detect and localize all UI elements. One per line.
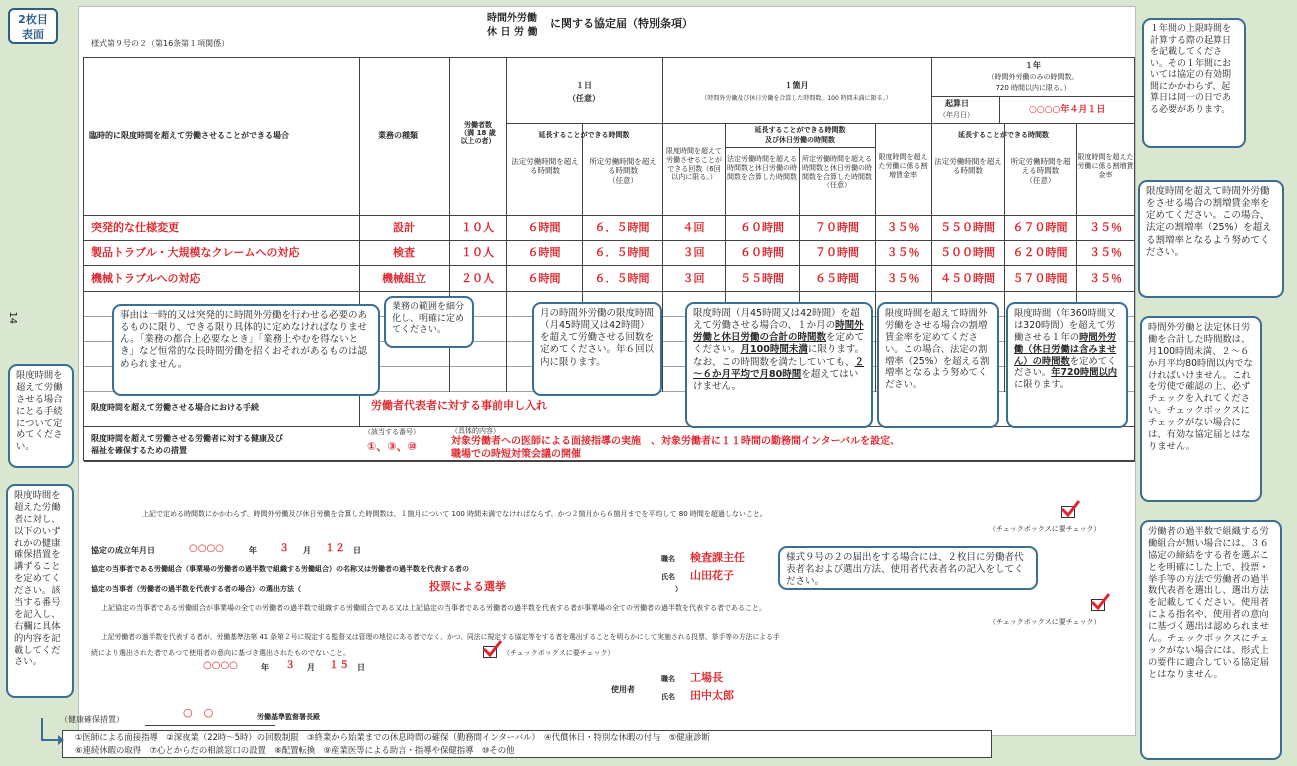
tab-line2: 表面 <box>22 28 44 41</box>
row-day-legal: ６時間 <box>527 246 561 259</box>
col-year-fixed-opt: （任意） <box>1025 175 1056 185</box>
col-month-legal: 法定労働時間を超える時間数と休日労働の時間数を合算した時間数 <box>727 155 797 181</box>
measures-line-1: ①医師による面接指導 ②深夜業（22時～5時）の回数制限 ③終業から始業までの休息時間の確保（勤務間インターバル） ④代償休日・特別な休暇の付与 ⑤健康診断 <box>75 732 710 742</box>
party-method-label: 協定の当事者（労働者の過半数を代表する者の場合）の選出方法（ <box>91 585 301 593</box>
row-year-fixed: ６７０時間 <box>1012 221 1068 234</box>
check2-note: （チェックボックスに要チェック） <box>989 618 1101 626</box>
start-date-value: ○○○○年４月１日 <box>1029 105 1106 115</box>
procedure-value: 労働者代表者に対する事前申し入れ <box>371 399 547 412</box>
party-method-close: ） <box>675 585 682 593</box>
title-agreement: に関する協定届（特別条項） <box>550 17 693 30</box>
check1-note: （チェックボックスに要チェック） <box>989 525 1101 533</box>
note-month-f: ２～６か月平均で月80時間 <box>693 356 865 380</box>
note-start-date: １年間の上限時間を計算する際の起算日を記載してください。その１年間においては協定の有効期間にかかわらず、起算日は同一の日である必要があります。 <box>1142 18 1246 148</box>
row-day-fixed: ６．５時間 <box>594 221 650 234</box>
row-year-legal: ５５０時間 <box>940 221 995 234</box>
note-work: 業務の範囲を細分化し、明確に定めてください。 <box>384 296 474 348</box>
employer-name-label: 氏名 <box>661 693 675 701</box>
submit-day: １５ <box>329 660 349 671</box>
row-reason: 製品トラブル・大規模なクレームへの対応 <box>91 246 300 259</box>
note-month-c: を定めてください。 <box>693 332 865 356</box>
col-year-legal: 法定労働時間を超える時間数 <box>934 157 1002 176</box>
row-year-rate: ３５％ <box>1089 246 1122 259</box>
measures-line-2: ⑥連続休暇の取得 ⑦心とからだの相談窓口の設置 ⑧配置転換 ⑨産業医等による助言・指導や保健指導 ⑩その他 <box>75 745 515 755</box>
agreement-day: １２ <box>325 543 345 554</box>
form-number: 様式第９号の２（第16条第１項関係） <box>91 39 230 48</box>
note-count: 月の時間外労働の限度時間（月45時間又は42時間）を超えて労働させる回数を定めてください。年６回以内に限ります。 <box>532 302 662 396</box>
note-year-a: 限度時間（年360時間又は320時間）を超えて労働させる１年の <box>1014 308 1116 343</box>
row-year-legal: ５００時間 <box>940 246 995 259</box>
submit-y: 年 <box>261 663 269 672</box>
col-month-ext: 延長することができる時間数 <box>754 126 846 134</box>
row-year-legal: ４５０時間 <box>940 272 995 285</box>
check2-checkbox[interactable] <box>1091 599 1105 611</box>
col-day-sub: （任意） <box>568 94 600 103</box>
check-mark-icon <box>482 640 502 658</box>
employer-name-value: 田中太郎 <box>690 689 734 702</box>
note-health: 限度時間を超えた労働者に対し、以下のいずれかの健康確保措置を講ずることを定めてください。該当する番号を記入し、右欄に具体的内容を記載してください。 <box>6 484 74 698</box>
note-month-e: に限ります。なお、この時間数を満たしていても、 <box>693 344 865 368</box>
col-month-fixed-label: 所定労働時間を超える時間数と休日労働の時間数を合算した時間数 <box>802 155 872 181</box>
agreement-y: 年 <box>249 546 257 555</box>
agreement-m: 月 <box>303 546 311 555</box>
arrow-icon <box>40 718 66 750</box>
row-workers: １０人 <box>461 246 494 259</box>
health-num-label: （該当する番号） <box>364 428 420 436</box>
row-year-rate: ３５％ <box>1089 221 1122 234</box>
col-year-sub: （時間外労働のみの時間数。 <box>987 73 1079 81</box>
col-day: １日 <box>576 81 592 90</box>
note-year-e: に限ります。 <box>1014 379 1070 391</box>
office-suffix: 労働基準監督署長殿 <box>257 713 320 721</box>
party-name-value: 山田花子 <box>690 569 734 582</box>
col-year: １年 <box>1025 61 1041 70</box>
row-year-fixed: ５７０時間 <box>1012 272 1068 285</box>
col-day-legal: 法定労働時間を超える時間数 <box>511 157 579 176</box>
check3-text-1: 上記労働者の過半数を代表する者が、労働基準法第 41 条第２号に規定する監督又は管理の地位にある者でなく、かつ、同法に規定する協定等をする者を選出することを明らかにして実施される投票、挙手等の方法による手 <box>101 633 780 641</box>
col-month-rate: 限度時間を超えた労働に係る割増賃金率 <box>878 153 928 179</box>
tab-line1: 2枚目 <box>18 13 48 26</box>
col-workers <box>452 121 504 145</box>
row-reason: 機械トラブルへの対応 <box>91 272 201 285</box>
note-form-sign: 様式９号の２の届出をする場合には、２枚目に労働者代表者名および選出方法、使用者代表者名の記入をしてください。 <box>778 546 1038 590</box>
procedure-label: 限度時間を超えて労働させる場合における手続 <box>91 403 259 412</box>
note-rate-mid: 限度時間を超えて時間外労働をさせる場合の割増賃金率を定めてください。この場合、法定の割増率（25%）を超える割増率となるよう努めてください。 <box>877 302 999 428</box>
start-date-sub: （年月日） <box>939 111 974 119</box>
agreement-year: ○○○○ <box>189 543 224 554</box>
note-year-b: 時間外労働（休日労働は含みません）の時間数 <box>1014 331 1117 367</box>
col-workers-sub1: （満 18 歳 <box>460 129 496 138</box>
row-work: 機械組立 <box>382 272 426 285</box>
check-mark-icon <box>1090 593 1110 611</box>
row-day-legal: ６時間 <box>527 272 561 285</box>
check1-text: 上記で定める時間数にかかわらず、時間外労働及び休日労働を合算した時間数は、１箇月について 100 時間未満でなければならず、かつ２箇月から６箇月までを平均して 80 時間を超過しないこと。 <box>142 510 767 518</box>
row-workers: ２０人 <box>461 272 494 285</box>
row-month-legal: ６０時間 <box>740 246 784 259</box>
note-year-c: を定めてください。 <box>1014 355 1117 379</box>
party-method-value: 投票による選挙 <box>429 580 506 593</box>
title-overtime: 時間外労働 <box>487 13 537 24</box>
col-work-type: 業務の種類 <box>378 131 418 140</box>
row-month-rate: ３５％ <box>886 221 920 234</box>
note-month-d: 月100時間未満 <box>740 344 808 356</box>
page-number: 14 <box>7 311 19 325</box>
check3-checkbox[interactable] <box>483 646 497 658</box>
col-year-fixed-label: 所定労働時間を超える時間数 <box>1010 157 1071 176</box>
check3-note: （チェックボックスに要チェック） <box>503 649 615 657</box>
submit-d: 日 <box>357 663 365 672</box>
row-month-legal: ５５時間 <box>740 272 784 285</box>
col-month-count: 限度時間を超えて労働させることができる回数（6回以内に限る。） <box>666 147 722 182</box>
row-count: ４回 <box>682 221 705 234</box>
party-name-label: 氏名 <box>661 573 675 581</box>
row-year-rate: ３５％ <box>1089 272 1122 285</box>
col-year-sub2: 720 時間以内に限る。） <box>995 84 1071 92</box>
col-month-ext2: 及び休日労働の時間数 <box>765 136 835 144</box>
col-reason: 臨時的に限度時間を超えて労働させることができる場合 <box>89 131 289 140</box>
health-label-1: 限度時間を超えて労働させる労働者に対する健康及び <box>91 434 283 443</box>
col-year-ext: 延長することができる時間数 <box>958 131 1049 139</box>
health-detail-1: 対象労働者への医師による面接指導の実施 、対象労働者に１１時間の勤務間インターバルを設定、 <box>451 436 901 447</box>
row-day-fixed: ６．５時間 <box>594 272 650 285</box>
row-month-fixed: ７０時間 <box>815 246 859 259</box>
check-mark-icon <box>1060 500 1080 518</box>
note-procedure: 限度時間を超えて労働させる場合にとる手続について定めてください。 <box>8 364 74 468</box>
col-month-sub: （時間外労働及び休日労働を合算した時間数。100 時間未満に限る。） <box>701 95 892 102</box>
row-workers: １０人 <box>461 221 494 234</box>
col-workers-label: 労働者数 <box>464 121 492 129</box>
health-detail-2: 職場での時短対策会議の開催 <box>451 449 581 460</box>
note-month-b: 時間外労働と休日労働の合計の時間数 <box>693 320 864 344</box>
note-reason: 事由は一時的又は突発的に時間外労働を行わせる必要のあるものに限り、できる限り具体的に定めなければなりません。「業務の都合上必要なとき」「業務上やむを得ないとき」など恒常的な長時間労働を招くおそれがあるものは認められません。 <box>112 304 380 396</box>
office-name: ○ ○ <box>183 706 214 719</box>
row-month-rate: ３５％ <box>886 246 920 259</box>
title-holiday: 休 日 労 働 <box>487 27 538 38</box>
col-year-fixed <box>1007 157 1074 185</box>
party-title-label: 職名 <box>661 555 675 563</box>
note-month <box>685 302 873 428</box>
agreement-date-label: 協定の成立年月日 <box>91 546 155 555</box>
note-majority: 労働者の過半数で組織する労働組合が無い場合には、３６協定の締結をする者を選ぶことを明確にした上で、投票・挙手等の方法で労働者の過半数代表者を選出し、選出方法を記載してください。使用者による指名や、使用者の意向に基づく選出は認められません。チェックボックスにチェックがない場合には、形式上の要件に適合している協定届とはなりません。 <box>1140 520 1282 760</box>
submit-month: ３ <box>285 660 295 671</box>
agreement-d: 日 <box>353 546 361 555</box>
row-year-fixed: ６２０時間 <box>1012 246 1068 259</box>
agreement-month: ３ <box>279 543 289 554</box>
col-month-fixed <box>801 155 873 190</box>
col-day-fixed-label: 所定労働時間を超える時間数 <box>589 157 657 176</box>
check3-text-2: 続により選出された者であつて使用者の意向に基づき選出されたものでないこと。 <box>91 649 350 657</box>
col-month: １箇月 <box>784 81 809 90</box>
row-work: 検査 <box>393 246 415 259</box>
row-work: 設計 <box>393 221 415 234</box>
measures-box <box>62 730 992 758</box>
health-label-2: 福祉を確保するための措置 <box>91 446 187 455</box>
row-count: ３回 <box>682 272 705 285</box>
health-numbers: ①、③、⑩ <box>367 440 417 453</box>
row-reason: 突発的な仕様変更 <box>91 221 179 234</box>
note-month-a: 限度時間（月45時間又は42時間）を超えて労働させる場合の、１か月の <box>693 308 860 332</box>
party-line: 協定の当事者である労働組合（事業場の労働者の過半数で組織する労働組合）の名称又は労働者の過半数を代表する者の <box>91 565 469 573</box>
sheet-tab <box>8 8 58 44</box>
col-day-ext: 延長することができる時間数 <box>538 131 630 139</box>
employer-title-label: 職名 <box>661 675 675 683</box>
check2-text: 上記協定の当事者である労働組合が事業場の全ての労働者の過半数で組織する労働組合である又は上記協定の当事者である労働者の過半数を代表する者が事業場の全ての労働者の過半数を代表する者であること。 <box>101 604 766 612</box>
submit-m: 月 <box>307 663 315 672</box>
note-year <box>1006 302 1128 428</box>
office-prefix: （健康確保措置） <box>60 715 124 724</box>
check1-checkbox[interactable] <box>1061 506 1075 518</box>
col-day-fixed-opt: （任意） <box>608 175 638 185</box>
note-year-d: 年720時間以内 <box>1051 367 1118 379</box>
health-detail-label: （具体的内容） <box>451 427 500 435</box>
note-combined: 時間外労働と法定休日労働を合計した時間数は、月100時間未満、２～６か月平均80時間以内でなければいけません。これを労使で確認の上、必ずチェックを入れてください。チェックボックスにチェックがない場合には、有効な協定届とはなりません。 <box>1140 316 1262 502</box>
row-month-rate: ３５％ <box>886 272 920 285</box>
submit-year: ○○○○ <box>203 660 238 671</box>
col-workers-sub2: 以上の者） <box>460 137 496 146</box>
row-day-fixed: ６．５時間 <box>594 246 650 259</box>
party-title-value: 検査課主任 <box>690 551 745 564</box>
start-date-label: 起算日 <box>945 99 969 108</box>
col-month-fixed-opt: （任意） <box>823 181 851 190</box>
row-month-fixed: ７０時間 <box>815 221 859 234</box>
col-year-rate: 限度時間を超えた労働に係る割増賃金率 <box>1077 153 1134 179</box>
row-month-legal: ６０時間 <box>740 221 784 234</box>
note-month-g: を超えてはいけません。 <box>693 368 859 392</box>
employer-title-value: 工場長 <box>690 671 723 684</box>
row-count: ３回 <box>682 246 705 259</box>
employer-label: 使用者 <box>611 685 635 694</box>
row-month-fixed: ６５時間 <box>815 272 859 285</box>
row-day-legal: ６時間 <box>527 221 561 234</box>
note-rate-right: 限度時間を超えて時間外労働をさせる場合の割増賃金率を定めてください。この場合、法定の割増率（25%）を超える割増率となるよう努めてください。 <box>1138 180 1284 298</box>
col-day-fixed <box>586 157 660 185</box>
